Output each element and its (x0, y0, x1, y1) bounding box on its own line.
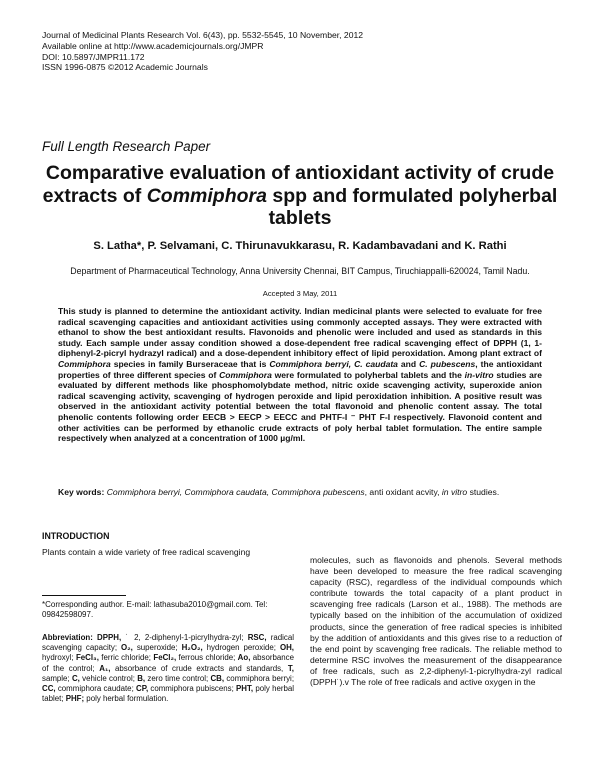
abbreviation-term: H₂O₂, (181, 643, 203, 653)
abbreviation-term: C, (71, 673, 80, 683)
abstract (58, 306, 542, 444)
abbreviation-term: RSC, (247, 633, 267, 642)
abbreviation-term: FeCl₂, (153, 653, 177, 663)
abbreviation-term: B, (137, 673, 146, 683)
paper-title (20, 162, 580, 230)
abbreviation-term: A₁, (99, 663, 111, 673)
abbreviation-term: T, (287, 663, 294, 673)
authors: S. Latha*, P. Selvamani, C. Thirunavukkarasu, R. Kadambavadani and K. Rathi (93, 240, 507, 252)
journal-header (42, 30, 363, 73)
abbreviation-term: PHF; (65, 694, 85, 704)
journal-citation: Journal of Medicinal Plants Research Vol. 6(43), pp. 5532-5545, 10 November, 2012 (42, 30, 364, 40)
abbreviation-term: Ao, (237, 653, 251, 663)
affiliation: Department of Pharmaceutical Technology, Anna University Chennai, BIT Campus, Tiruchiappalli-620024, Tamil Nadu. (70, 266, 530, 276)
abstract-text: This study is planned to determine the antioxidant activity. Indian medicinal plants were selected to evaluate for free radical scavenging capacities and antioxidant activities using commonly accepted assays. They were extracted with ethanol to show the best antioxidant results. Flavonoids and phenolic were included and used as standards in this study. Each sample under assay condition showed a dose-dependent free radical scavenging effect of DPPH (1, 1-diphenyl-2-picryl hydrazyl radical) and a dose-dependent inhibitory effect of lipid peroxidation. Among plant extract of (58, 306, 542, 359)
footnote-divider (42, 595, 126, 596)
abstract-text: and (397, 358, 420, 369)
abbreviation-term: Abbreviation: DPPH, (42, 633, 122, 642)
abbreviation-definition: absorbance of crude extracts and standards, (110, 663, 288, 673)
keywords (58, 487, 542, 498)
introduction-heading: INTRODUCTION (42, 531, 110, 541)
keywords-text: , anti oxidant acvity, (364, 487, 442, 497)
keywords-label: Key words: (58, 487, 105, 497)
title-genus: Commiphora (146, 184, 267, 207)
abbreviation-definition: superoxide; (132, 643, 182, 653)
abbreviations (42, 633, 294, 704)
article-type: Full Length Research Paper (42, 139, 211, 154)
abstract-text: , the antioxidant properties of three different species of (58, 358, 543, 380)
abstract-text: species in family Burseraceae that is (110, 358, 270, 369)
abbreviation-term: O₂, (121, 643, 133, 653)
abbreviation-definition: zero time control; (145, 673, 211, 683)
introduction-column-2: molecules, such as flavonoids and phenols. Several methods have been developed to measure the free radical scavenging capacity (RSC), regardless of the individual compounds which contribute towards the total capacity of a plant product in scavenging free radicals (Larson et al., 1988). The methods are typically based on the inhibition of the accumulation of oxidized products, since the generation of free radical species is inhibited by the addition of antioxidants and this gives rise to a reduction of the end point by scavenging free radicals. The reliable method to determine RSC involves the measurement of the disappearance of free radicals, such as 2,2-diphenyl-1-picrylhydra-zyl radical (DPPH˙).v The role of free radicals and active oxygen in the (310, 555, 562, 688)
abbreviation-definition: poly herbal formulation. (84, 694, 169, 704)
keywords-species: Commiphora berryi, Commiphora caudata, Commiphora pubescens (106, 487, 365, 497)
abbreviation-term: PHT, (236, 684, 254, 694)
abbreviation-definition: commiphora pubiscens; (148, 684, 236, 694)
title-part1: Comparative evaluation of antioxidant activity of crude extracts of (42, 162, 555, 207)
abbreviation-definition: hydroxyl; (42, 653, 76, 663)
abbreviation-term: CP, (136, 684, 149, 694)
issn: ISSN 1996-0875 ©2012 Academic Journals (42, 62, 208, 73)
abstract-italic: Commiphora berryi, C. caudata (269, 358, 398, 369)
corresponding-author-note: *Corresponding author. E-mail: lathasuba2010@gmail.com. Tel: 09842598097. (42, 600, 268, 619)
abbreviation-definition: ferrous chloride; (176, 653, 238, 663)
doi: DOI: 10.5897/JMPR11.172 (42, 51, 145, 62)
abbreviation-definition: sample; (42, 673, 72, 683)
abstract-italic: Commiphora (58, 358, 111, 369)
keywords-text: studies. (467, 487, 500, 497)
abbreviation-definition: hydrogen peroxide; (202, 643, 280, 653)
abbreviation-definition: commiphora berryi; (224, 673, 295, 683)
abbreviation-term: FeCl₃, (75, 653, 99, 663)
abbreviation-term: CB, (210, 673, 225, 683)
abstract-italic: C. pubescens (419, 358, 476, 369)
abbreviation-definition: ˙ 2, 2-diphenyl-1-picrylhydra-zyl; (121, 633, 248, 642)
introduction-column-1: Plants contain a wide variety of free radical scavenging (42, 547, 251, 557)
abstract-italic: Commiphora (219, 369, 272, 380)
abstract-text: studies are evaluated by different methods like phosphomolybdate method, nitric oxide scavenging activity, superoxide anion radical scavenging activity, scavenging of hydrogen peroxide and lipid peroxidation inhibition. A positive result was observed in the antioxidant activity potential between the total flavonoid and phenolic content assay. The total phenolic contents following order EECB > EECP > EECC and PHTF-I ⁻ PHT F-I respectively. Flavonoid content and other activities can be performed by ethanolic crude extracts of poly herbal tablet formulation. The entire sample respectively when analyzed at a concentration of 1000 µg/ml. (58, 369, 542, 444)
title-part2: spp and formulated polyherbal tablets (266, 184, 558, 229)
abbreviation-definition: commiphora caudate; (55, 684, 136, 694)
journal-url: Available online at http://www.academicjournals.org/JMPR (42, 40, 264, 51)
abbreviation-definition: radical scavenging capacity; (42, 633, 294, 653)
keywords-italic: in vitro (441, 487, 468, 497)
abbreviation-definition: absorbance of the control; (42, 653, 294, 673)
abstract-text: were formulated to polyherbal tablets and the (271, 369, 465, 380)
abbreviation-definition: poly herbal tablet; (42, 684, 294, 704)
accepted-date: Accepted 3 May, 2011 (262, 289, 338, 298)
abbreviation-term: CC, (42, 684, 56, 694)
abbreviation-definition: ferric chloride; (98, 653, 154, 663)
abbreviation-definition: vehicle control; (79, 673, 138, 683)
abstract-italic: in-vitro (464, 369, 494, 380)
abbreviation-term: OH, (279, 643, 294, 653)
